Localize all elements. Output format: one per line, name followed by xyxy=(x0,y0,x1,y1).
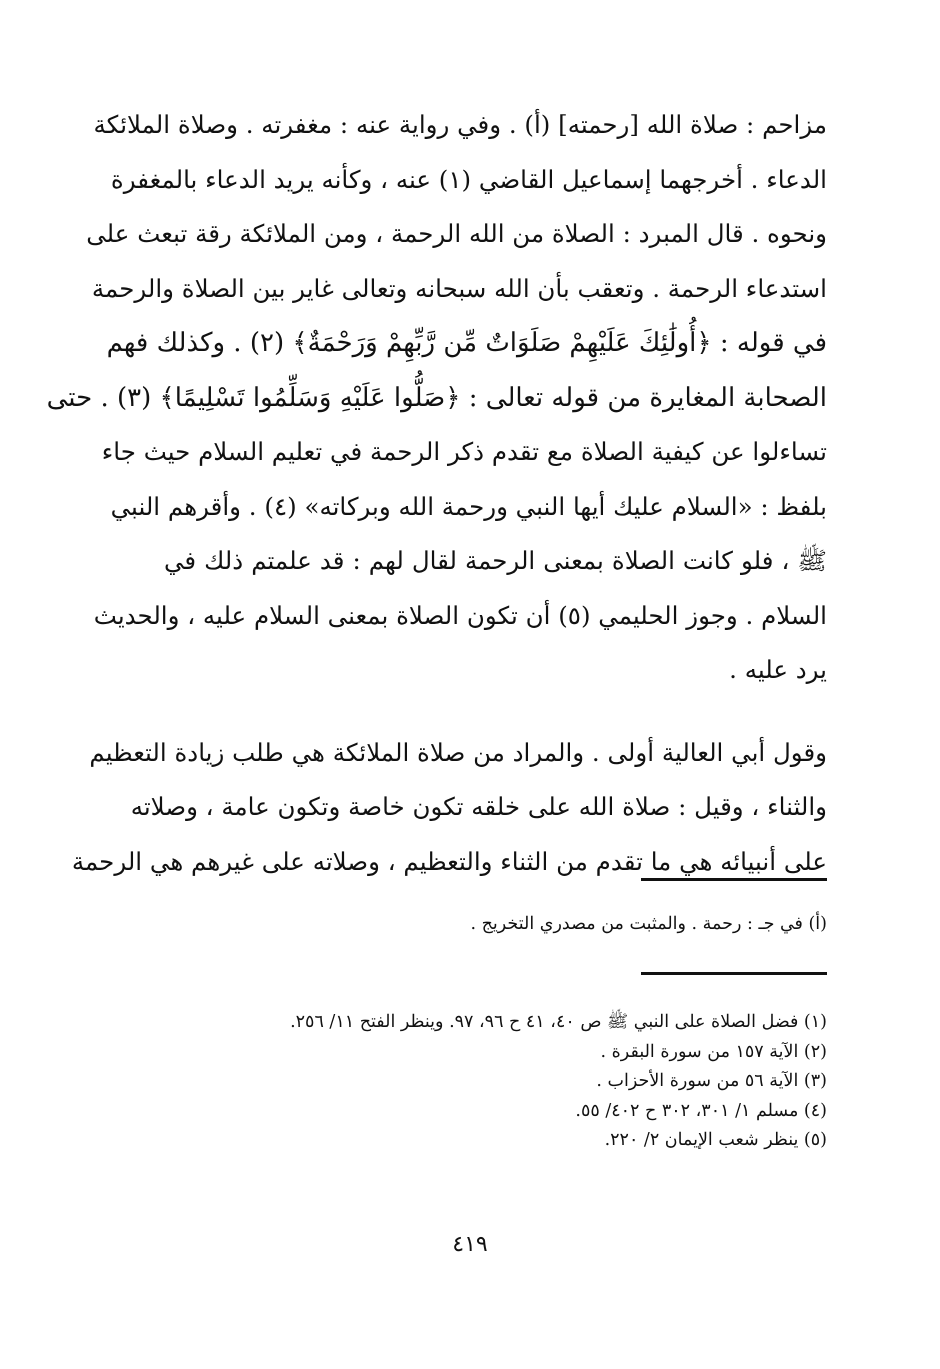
text-line: ونحوه . قال المبرد : الصلاة من الله الرحمة ، ومن الملائكة رقة تبعث على xyxy=(86,219,827,248)
text-line: ﷺ ، فلو كانت الصلاة بمعنى الرحمة لقال لهم : قد علمتم ذلك في xyxy=(164,546,827,575)
page-number: ٤١٩ xyxy=(452,1232,488,1257)
main-text-body xyxy=(46,98,827,889)
footnote-divider-bottom xyxy=(641,972,827,975)
text-line: الصحابة المغايرة من قوله تعالى : ﴿صَلُّوا عَلَيْهِ وَسَلِّمُوا تَسْلِيمًا﴾ (٣) . حتى xyxy=(46,382,827,413)
text-line: يرد عليه . xyxy=(729,655,827,684)
text-line: مزاحم : صلاة الله [رحمته] (أ) . وفي رواية عنه : مغفرته . وصلاة الملائكة xyxy=(93,110,827,139)
variant-note-block xyxy=(187,910,827,940)
footnote-4: (٤) مسلم ١/ ٣٠١، ٣٠٢ ح ٤٠٢/ ٥٥. xyxy=(575,1100,827,1121)
text-line: على أنبيائه هي ما تقدم من الثناء والتعظيم ، وصلاته على غيرهم هي الرحمة xyxy=(71,846,827,876)
text-line: وقول أبي العالية أولى . والمراد من صلاة الملائكة هي طلب زيادة التعظيم xyxy=(89,737,827,767)
footnote-3: (٣) الآية ٥٦ من سورة الأحزاب . xyxy=(596,1071,827,1091)
footnote-5: (٥) ينظر شعب الإيمان ٢/ ٢٢٠. xyxy=(604,1130,827,1150)
footnote-2: (٢) الآية ١٥٧ من سورة البقرة . xyxy=(600,1041,827,1062)
text-line: تساءلوا عن كيفية الصلاة مع تقدم ذكر الرحمة في تعليم السلام حيث جاء xyxy=(101,437,827,466)
footnotes-block xyxy=(187,1008,827,1156)
text-line: الدعاء . أخرجهما إسماعيل القاضي (١) عنه ، وكأنه يريد الدعاء بالمغفرة xyxy=(110,164,827,194)
text-line: استدعاء الرحمة . وتعقب بأن الله سبحانه وتعالى غاير بين الصلاة والرحمة xyxy=(91,273,827,303)
text-line: بلفظ : «السلام عليك أيها النبي ورحمة الله وبركاته» (٤) . وأقرهم النبي xyxy=(110,491,827,521)
footnote-1: (١) فضل الصلاة على النبي ﷺ ص ٤٠، ٤١ ح ٩٦، ٩٧. وينظر الفتح ١١/ ٢٥٦. xyxy=(290,1012,827,1032)
text-line: والثناء ، وقيل : صلاة الله على خلقه تكون خاصة وتكون عامة ، وصلاته xyxy=(130,792,827,821)
paragraph-2 xyxy=(71,726,827,890)
variant-note: (أ) في جـ : رحمة . والمثبت من مصدري التخريج . xyxy=(470,914,827,934)
paragraph-gap xyxy=(164,698,827,726)
text-line: في قوله : ﴿أُولَٰئِكَ عَلَيْهِمْ صَلَوَاتٌ مِّن رَّبِّهِمْ وَرَحْمَةٌ﴾ (٢) . وكذلك فهم xyxy=(106,328,827,358)
footnote-divider-top xyxy=(641,878,827,881)
paragraph-1 xyxy=(46,98,827,698)
text-line: السلام . وجوز الحليمي (٥) أن تكون الصلاة بمعنى السلام عليه ، والحديث xyxy=(93,600,827,630)
